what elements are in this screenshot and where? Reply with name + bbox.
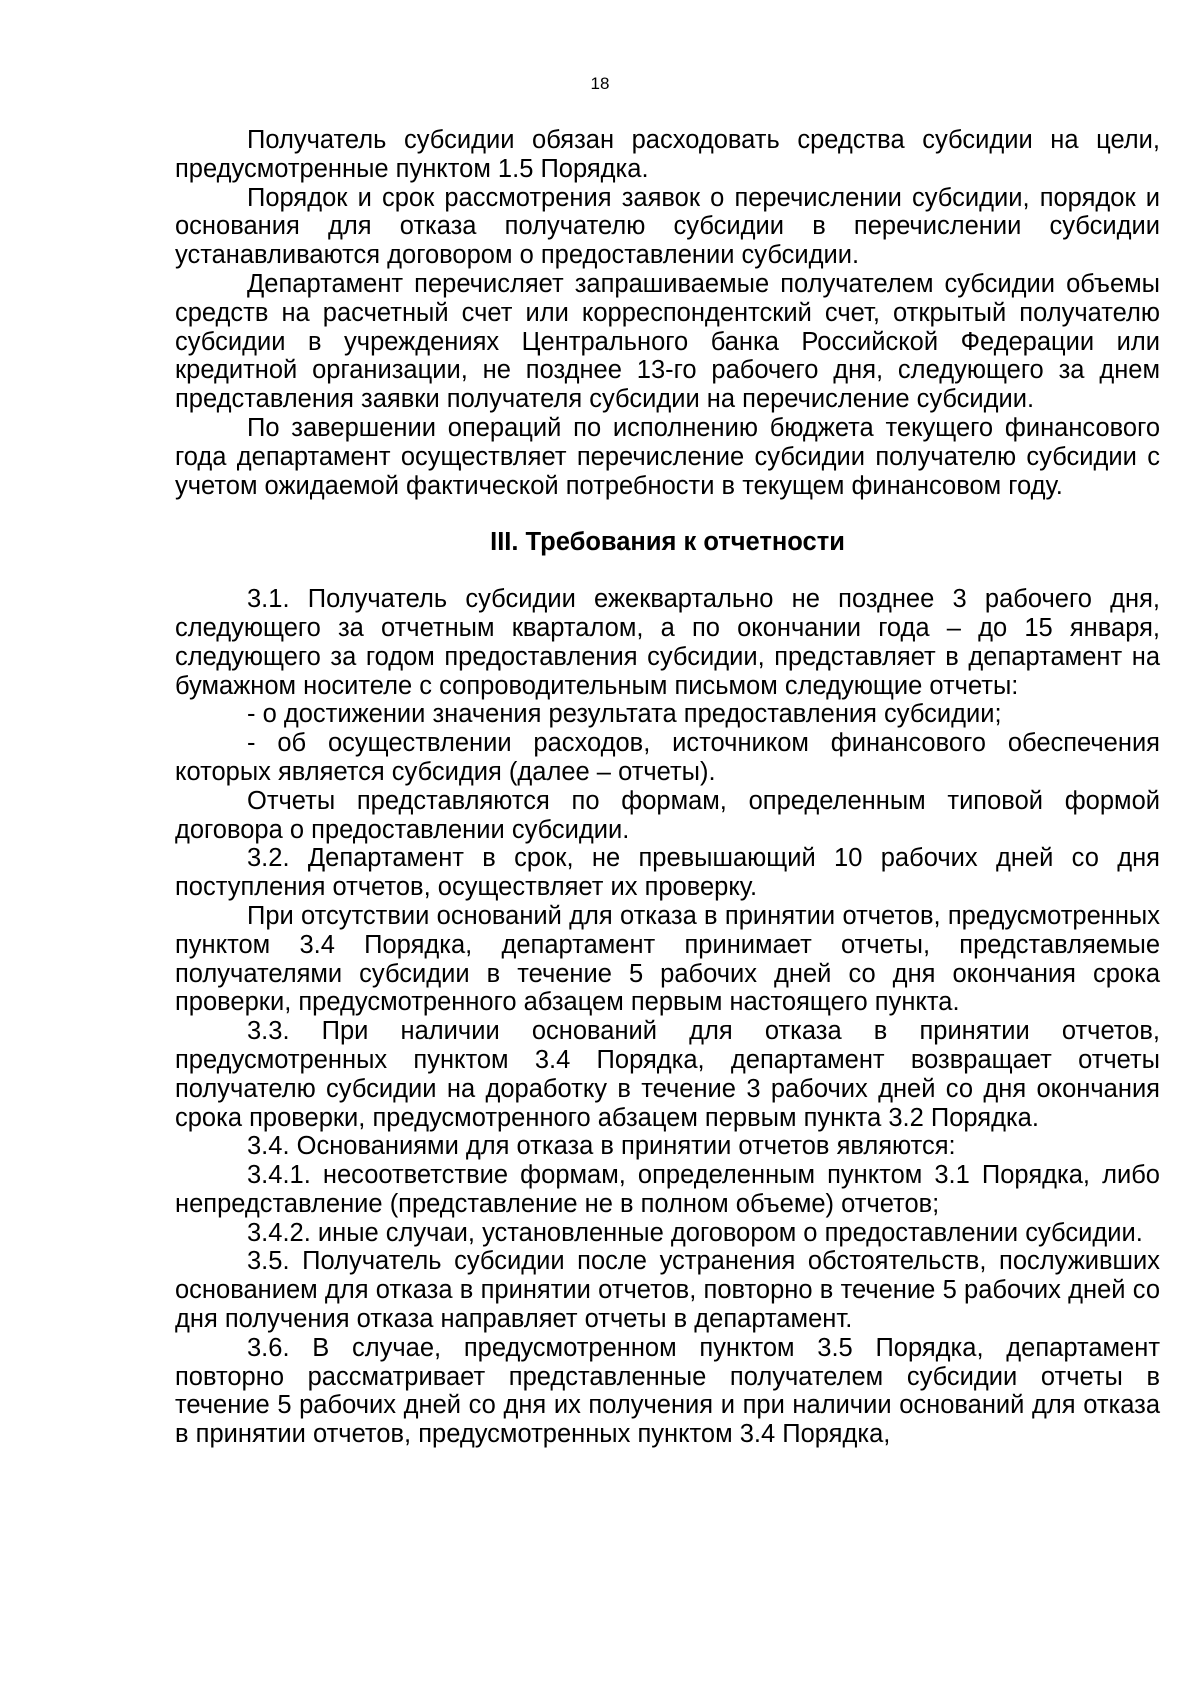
section-heading: III. Требования к отчетности <box>490 528 845 557</box>
paragraph: Получатель субсидии обязан расходовать средства субсидии на цели, предусмотренные пунктом 1.5 Порядка. <box>175 126 1160 183</box>
document-body <box>175 126 1160 1449</box>
paragraph-3-3: 3.3. При наличии оснований для отказа в принятии отчетов, предусмотренных пунктом 3.4 Порядка, департамент возвращает отчеты получателю субсидии на доработку в течение 3 рабочих дней со дня окончания срока проверки, предусмотренного абзацем первым пункта 3.2 Порядка. <box>175 1017 1160 1132</box>
spacer <box>175 500 1160 528</box>
list-item: - об осуществлении расходов, источником финансового обеспечения которых является субсидия (далее – отчеты). <box>175 729 1160 786</box>
paragraph: При отсутствии оснований для отказа в принятии отчетов, предусмотренных пунктом 3.4 Порядка, департамент принимает отчеты, представляемые получателями субсидии в течение 5 рабочих дней со дня окончания срока проверки, предусмотренного абзацем первым настоящего пункта. <box>175 901 1160 1017</box>
list-item: - о достижении значения результата предоставления субсидии; <box>247 700 1002 729</box>
paragraph-3-5: 3.5. Получатель субсидии после устранения обстоятельств, послуживших основанием для отказа в принятии отчетов, повторно в течение 5 рабочих дней со дня получения отказа направляет отчеты в департамент. <box>175 1247 1160 1334</box>
page-number: 18 <box>590 74 610 93</box>
paragraph: По завершении операций по исполнению бюджета текущего финансового года департамент осуществляет перечисление субсидии получателю субсидии с учетом ожидаемой фактической потребности в текущем финансовом году. <box>175 413 1160 500</box>
paragraph-3-4-1: 3.4.1. несоответствие формам, определенным пунктом 3.1 Порядка, либо непредставление (представление не в полном объеме) отчетов; <box>175 1161 1160 1218</box>
paragraph-3-2: 3.2. Департамент в срок, не превышающий 10 рабочих дней со дня поступления отчетов, осуществляет их проверку. <box>175 844 1160 902</box>
paragraph-3-4: 3.4. Основаниями для отказа в принятии отчетов являются: <box>247 1132 956 1161</box>
paragraph: Департамент перечисляет запрашиваемые получателем субсидии объемы средств на расчетный счет или корреспондентский счет, открытый получателю субсидии в учреждениях Центрального банка Российской Федерации или кредитной организации, не позднее 13-го рабочего дня, следующего за днем представления заявки получателя субсидии на перечисление субсидии. <box>175 269 1160 414</box>
paragraph-3-1: 3.1. Получатель субсидии ежеквартально не позднее 3 рабочего дня, следующего за отчетным кварталом, а по окончании года – до 15 января, следующего за годом предоставления субсидии, представляет в департамент на бумажном носителе с сопроводительным письмом следующие отчеты: <box>175 585 1160 700</box>
paragraph: Порядок и срок рассмотрения заявок о перечислении субсидии, порядок и основания для отказа получателю субсидии в перечислении субсидии устанавливаются договором о предоставлении субсидии. <box>175 183 1160 270</box>
spacer <box>175 557 1160 585</box>
paragraph: Отчеты представляются по формам, определенным типовой формой договора о предоставлении субсидии. <box>175 786 1160 844</box>
paragraph-3-4-2: 3.4.2. иные случаи, установленные договором о предоставлении субсидии. <box>247 1218 1143 1247</box>
paragraph-3-6: 3.6. В случае, предусмотренном пунктом 3.5 Порядка, департамент повторно рассматривает представленные получателем субсидии отчеты в течение 5 рабочих дней со дня их получения и при наличии оснований для отказа в принятии отчетов, предусмотренных пунктом 3.4 Порядка, <box>175 1333 1160 1449</box>
